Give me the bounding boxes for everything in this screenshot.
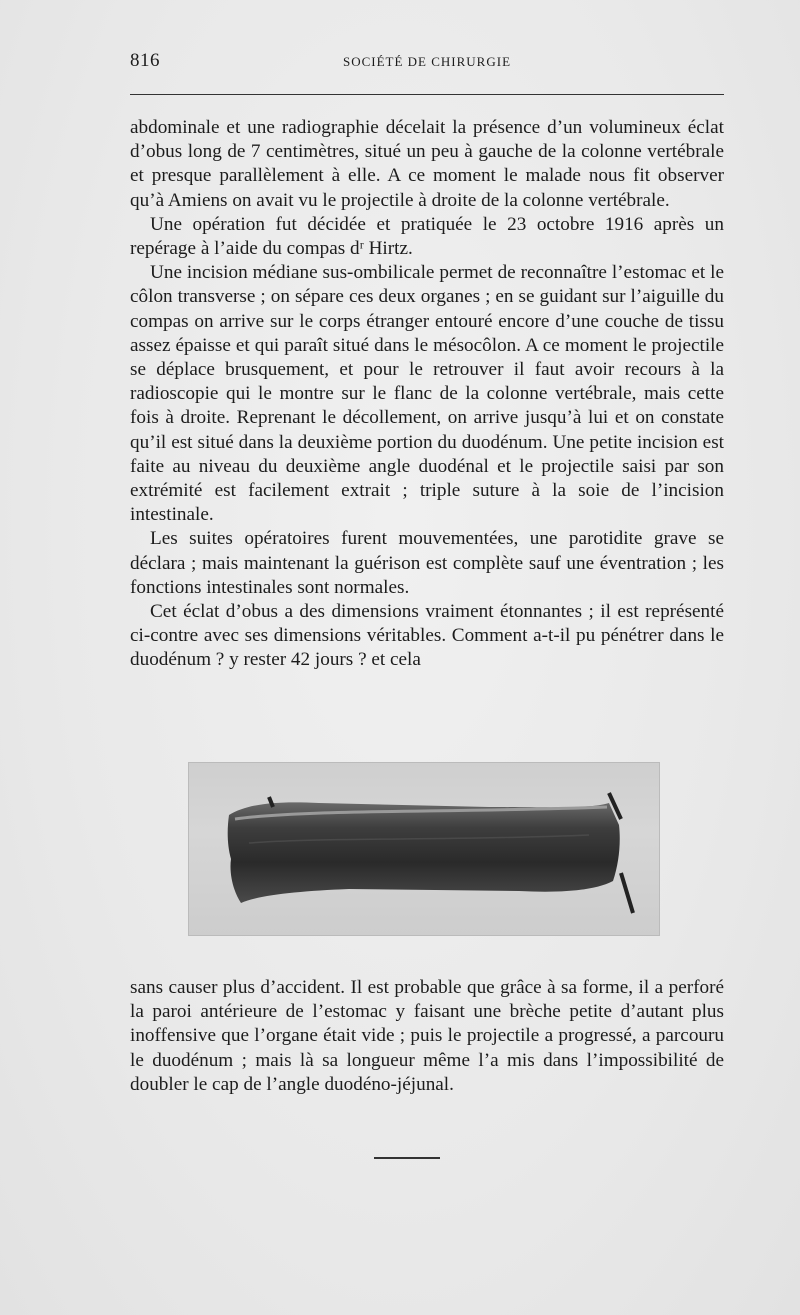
shell-fragment-figure <box>188 762 660 936</box>
text-block-bottom <box>130 976 724 1097</box>
end-rule <box>374 1157 440 1159</box>
paragraph: abdominale et une radiographie décelait la présence d’un volumineux éclat d’obus long de 7 centimètres, situé un peu à gauche de la colonne vertébrale et presque parallèlement à elle. A ce moment le malade nous fit observer qu’à Amiens on avait vu le projectile à droite de la colonne vertébrale. <box>130 117 724 211</box>
header-rule <box>130 94 724 95</box>
paragraph: sans causer plus d’accident. Il est probable que grâce à sa forme, il a perforé la paroi antérieure de l’estomac y faisant une brèche petite d’autant plus inoffensive que l’organe était vide ; puis le projectile a progressé, a parcouru le duodénum ; mais là sa longueur même l’a mis dans l’impossibilité de doubler le cap de l’angle duodéno-jéjunal. <box>130 977 724 1095</box>
paragraph: Cet éclat d’obus a des dimensions vraiment étonnantes ; il est représenté ci-contre avec ses dimensions véritables. Comment a-t-il pu pénétrer dans le duodénum ? y rester 42 jours ? et cela <box>130 601 724 671</box>
running-head: SOCIÉTÉ DE CHIRURGIE <box>342 54 512 69</box>
text-block-top <box>130 116 724 673</box>
fragment-body <box>228 802 620 903</box>
paragraph: Une incision médiane sus-ombilicale permet de reconnaître l’estomac et le côlon transverse ; on sépare ces deux organes ; en se guidant sur l’aiguille du compas on arrive sur le corps étranger entouré encore d’une couche de tissu assez épaisse et qui paraît situé dans le mésocôlon. A ce moment le projectile se déplace brusquement, et pour le retrouver il faut avoir recours à la radioscopie qui le montre sur le flanc de la colonne vertébrale, mais cette fois à droite. Reprenant le décollement, on arrive jusqu’à lui et on constate qu’il est situé dans la deuxième portion du duodénum. Une petite incision est faite au niveau du deuxième angle duodénal et le projectile saisi par son extrémité est facilement extrait ; triple suture à la soie de l’incision intestinale. <box>130 262 724 526</box>
paragraph: Une opération fut décidée et pratiquée le 23 octobre 1916 après un repérage à l’aide du compas dʳ Hirtz. <box>130 213 724 260</box>
shell-fragment-image <box>189 763 659 935</box>
page-header <box>130 50 724 76</box>
page-number: 816 <box>130 50 160 71</box>
paragraph: Les suites opératoires furent mouvementées, une parotidite grave se déclara ; mais maintenant la guérison est complète sauf une éventration ; les fonctions intestinales sont normales. <box>130 528 724 598</box>
